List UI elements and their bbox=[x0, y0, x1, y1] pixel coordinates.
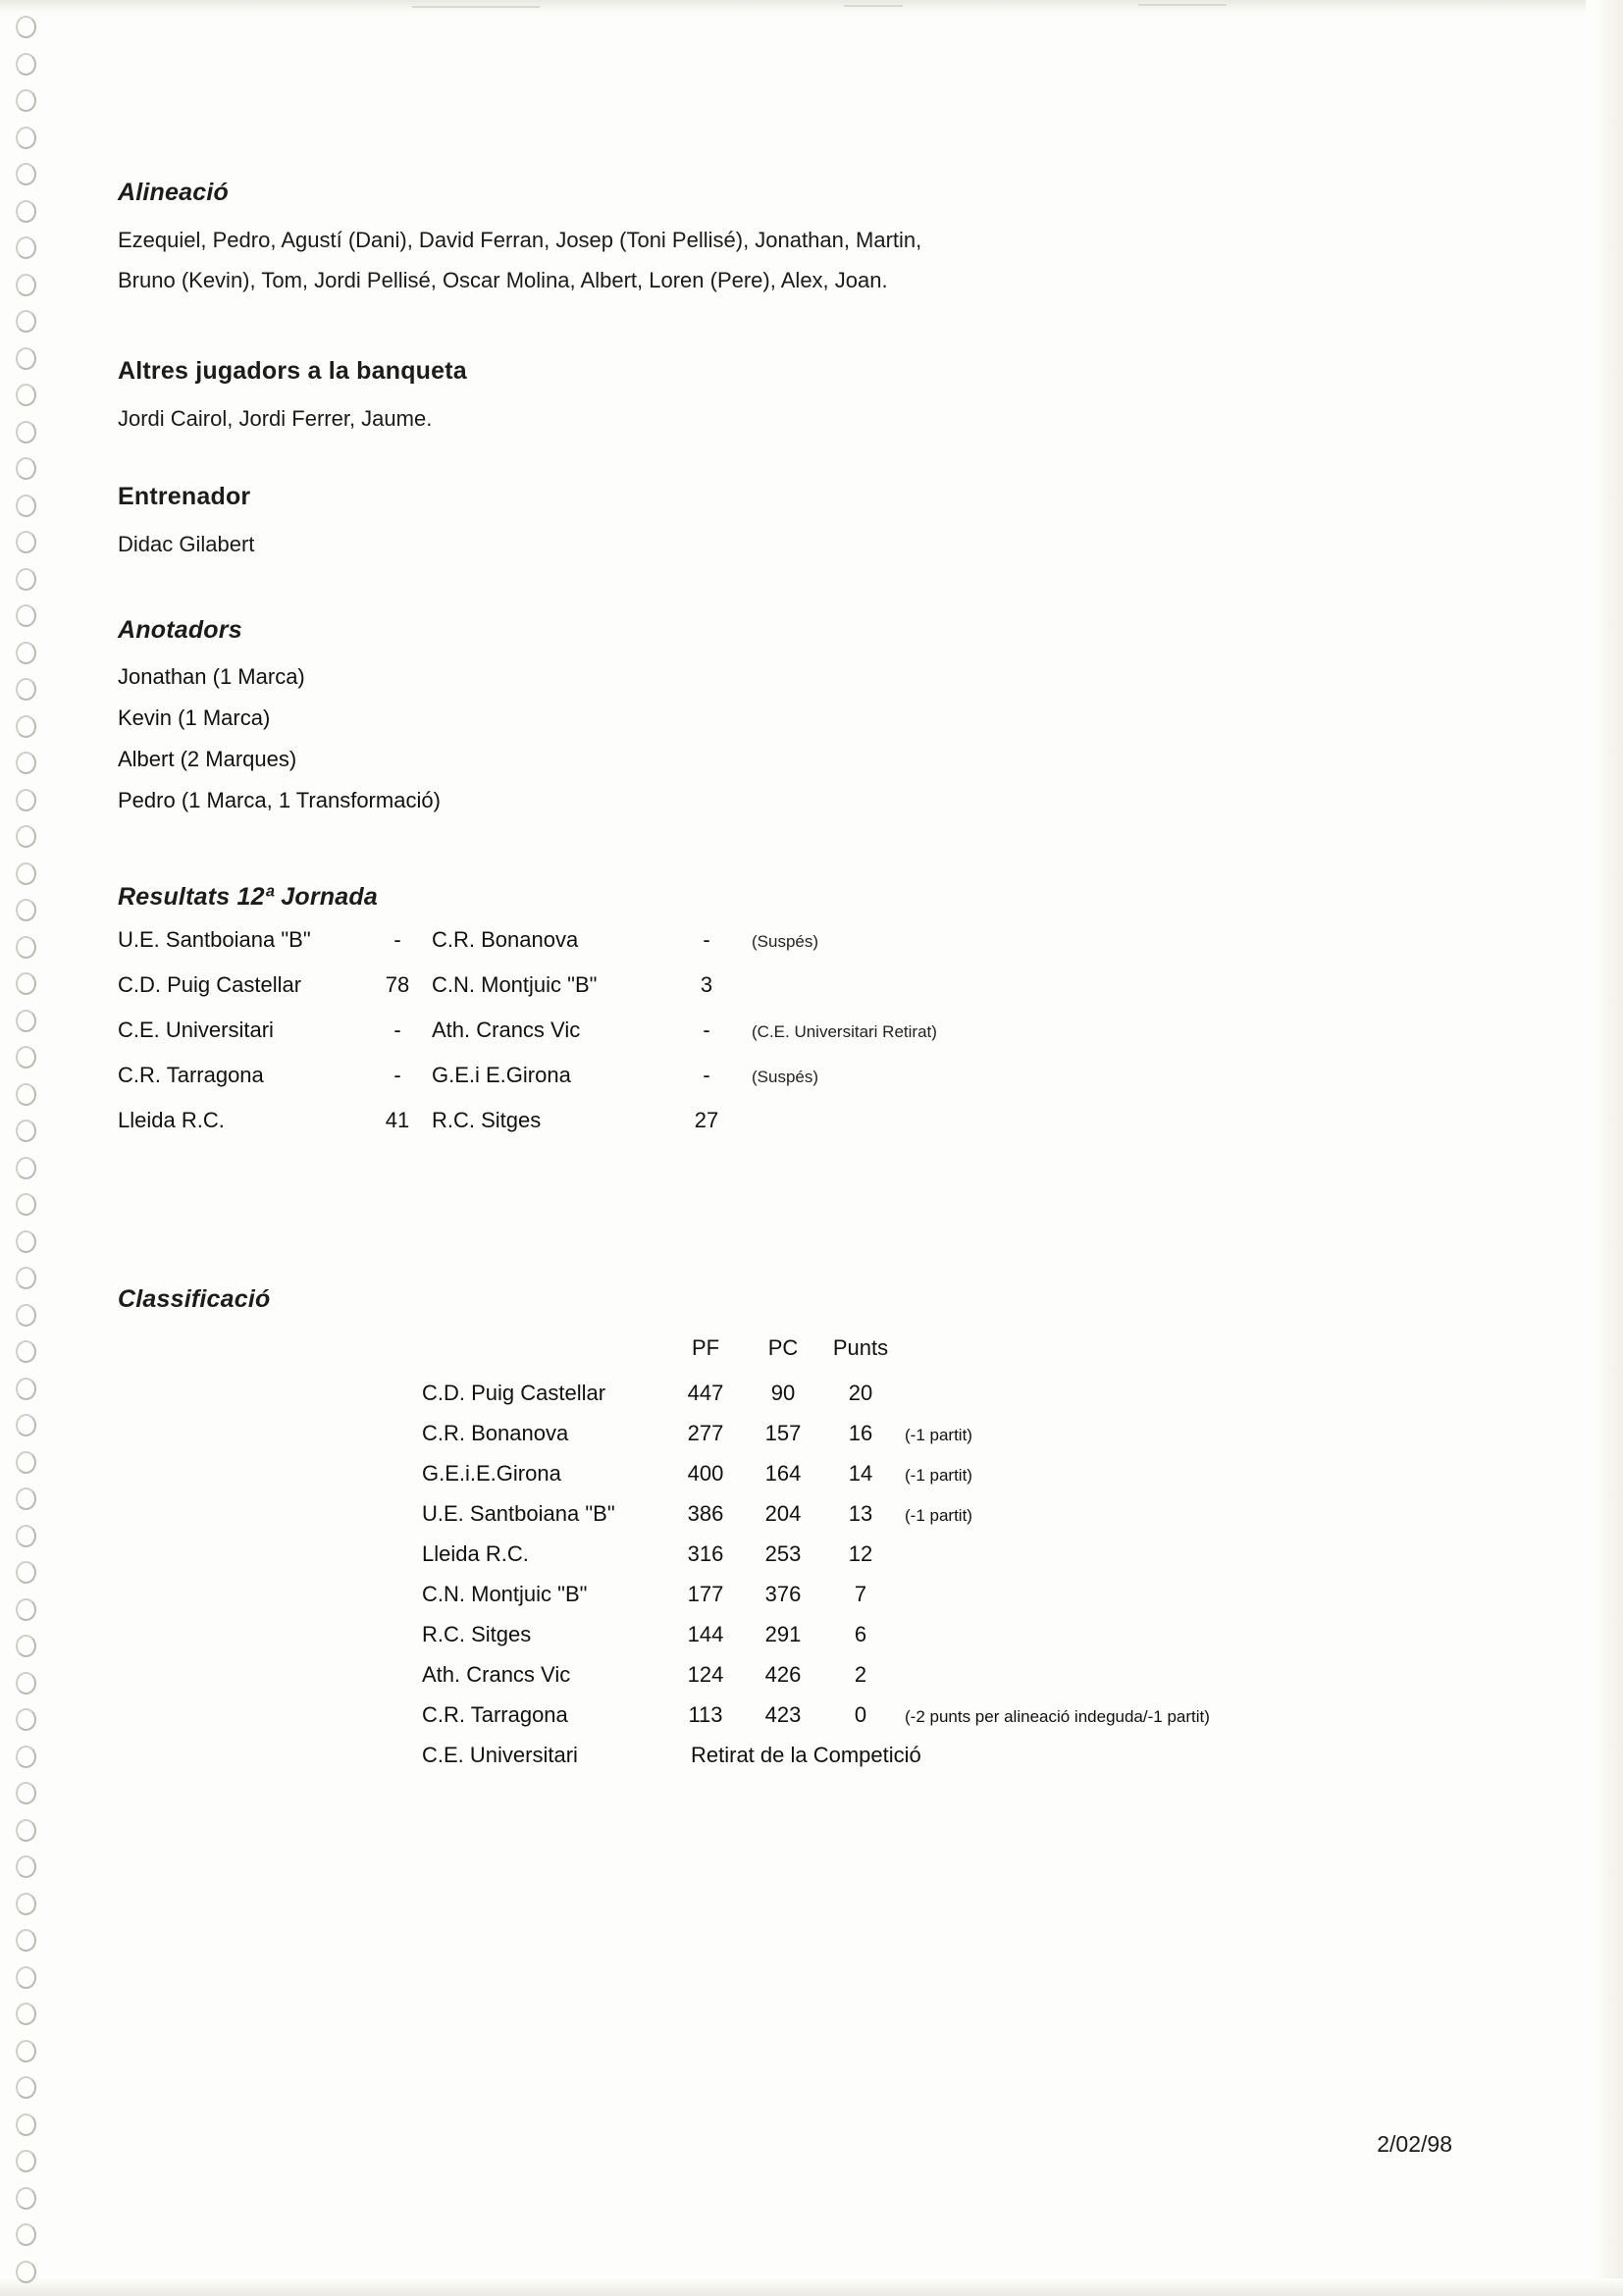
binding-hole bbox=[16, 2003, 36, 2025]
column-header-pf: PF bbox=[691, 1335, 720, 1360]
binding-hole bbox=[16, 1782, 36, 1804]
classificacio-heading: Classificació bbox=[118, 1285, 271, 1313]
binding-hole bbox=[16, 1598, 36, 1621]
binding-hole bbox=[16, 310, 36, 333]
standings-pc: 157 bbox=[764, 1421, 802, 1445]
binding-hole bbox=[16, 972, 36, 995]
standings-team: C.N. Montjuic "B" bbox=[422, 1582, 588, 1606]
entrenador-name: Didac Gilabert bbox=[118, 532, 255, 556]
binding-hole bbox=[16, 862, 36, 885]
binding-hole bbox=[16, 2150, 36, 2172]
table-row bbox=[422, 1662, 1492, 1702]
list-item: Albert (2 Marques) bbox=[118, 747, 297, 771]
binding-hole bbox=[16, 1525, 36, 1547]
binding-hole bbox=[16, 495, 36, 517]
standings-punts: 7 bbox=[854, 1582, 867, 1606]
anotadors-heading: Anotadors bbox=[118, 616, 242, 644]
entrenador-heading: Entrenador bbox=[118, 483, 251, 510]
result-home-team: C.R. Tarragona bbox=[118, 1063, 264, 1087]
binding-hole bbox=[16, 1746, 36, 1768]
standings-team: Lleida R.C. bbox=[422, 1541, 529, 1566]
standings-team: Ath. Crancs Vic bbox=[422, 1662, 571, 1687]
result-home-team: C.D. Puig Castellar bbox=[118, 972, 302, 997]
binding-hole bbox=[16, 1708, 36, 1731]
standings-pf: 124 bbox=[687, 1662, 724, 1687]
result-away-team: Ath. Crancs Vic bbox=[432, 1018, 581, 1042]
standings-pc: 253 bbox=[764, 1541, 802, 1566]
standings-punts: 0 bbox=[854, 1702, 867, 1727]
table-row bbox=[422, 1622, 1492, 1662]
standings-pf: 177 bbox=[687, 1582, 724, 1606]
alineacio-players bbox=[118, 225, 1276, 295]
table-row bbox=[118, 1108, 1393, 1153]
standings-punts: 12 bbox=[848, 1541, 873, 1566]
standings-team: C.R. Tarragona bbox=[422, 1702, 568, 1727]
binding-hole bbox=[16, 1487, 36, 1510]
standings-pc: 423 bbox=[764, 1702, 802, 1727]
binding-hole bbox=[16, 421, 36, 444]
binding-hole bbox=[16, 715, 36, 738]
binding-hole bbox=[16, 2113, 36, 2136]
table-row bbox=[422, 1381, 1492, 1421]
binding-hole bbox=[16, 2223, 36, 2246]
binding-hole bbox=[16, 1010, 36, 1032]
result-home-score: 78 bbox=[385, 972, 410, 997]
binding-hole bbox=[16, 200, 36, 223]
standings-team: C.R. Bonanova bbox=[422, 1421, 569, 1445]
table-row bbox=[422, 1421, 1492, 1461]
binding-hole bbox=[16, 1193, 36, 1216]
standings-team: C.D. Puig Castellar bbox=[422, 1381, 606, 1405]
binding-hole bbox=[16, 1304, 36, 1327]
binding-hole bbox=[16, 936, 36, 959]
binding-hole bbox=[16, 1230, 36, 1253]
standings-retired-status: Retirat de la Competició bbox=[691, 1743, 921, 1767]
binding-hole bbox=[16, 384, 36, 406]
standings-pc: 376 bbox=[764, 1582, 802, 1606]
binding-hole bbox=[16, 274, 36, 296]
scan-right-edge bbox=[1586, 0, 1623, 2296]
binding-hole bbox=[16, 16, 36, 38]
binding-hole bbox=[16, 1635, 36, 1657]
list-item: Pedro (1 Marca, 1 Transformació) bbox=[118, 788, 441, 812]
binding-hole bbox=[16, 2261, 36, 2283]
standings-punts: 14 bbox=[848, 1461, 873, 1486]
standings-table bbox=[422, 1335, 1492, 1783]
binding-hole bbox=[16, 457, 36, 480]
binding-hole bbox=[16, 1451, 36, 1474]
standings-pc: 204 bbox=[764, 1501, 802, 1526]
binding-hole bbox=[16, 604, 36, 627]
result-home-score: - bbox=[393, 1018, 401, 1042]
resultats-heading: Resultats 12ª Jornada bbox=[118, 883, 378, 911]
standings-note: (-2 punts per alineació indeguda/-1 partit) bbox=[905, 1707, 1210, 1726]
result-away-score: 3 bbox=[700, 972, 713, 997]
standings-note: (-1 partit) bbox=[905, 1466, 972, 1485]
binding-hole bbox=[16, 825, 36, 848]
binding-hole bbox=[16, 531, 36, 553]
binding-hole bbox=[16, 752, 36, 774]
standings-team: G.E.i.E.Girona bbox=[422, 1461, 561, 1486]
result-note: (Suspés) bbox=[752, 932, 819, 951]
standings-note: (-1 partit) bbox=[905, 1506, 972, 1525]
binding-hole bbox=[16, 347, 36, 370]
binding-hole bbox=[16, 1378, 36, 1400]
table-row bbox=[422, 1501, 1492, 1541]
binding-hole bbox=[16, 789, 36, 811]
standings-team: U.E. Santboiana "B" bbox=[422, 1501, 615, 1526]
binding-hole bbox=[16, 2187, 36, 2210]
binding-hole bbox=[16, 2040, 36, 2062]
document-content bbox=[118, 0, 1511, 2296]
binding-hole bbox=[16, 1561, 36, 1584]
standings-punts: 6 bbox=[854, 1622, 867, 1646]
standings-punts: 13 bbox=[848, 1501, 873, 1526]
binding-hole bbox=[16, 2076, 36, 2099]
result-home-team: U.E. Santboiana "B" bbox=[118, 927, 311, 952]
table-row bbox=[422, 1461, 1492, 1501]
binding-hole bbox=[16, 1893, 36, 1915]
result-away-team: C.R. Bonanova bbox=[432, 927, 579, 952]
standings-pc: 291 bbox=[764, 1622, 802, 1646]
section-banqueta bbox=[118, 357, 1276, 434]
binding-hole bbox=[16, 1855, 36, 1878]
result-away-score: 27 bbox=[694, 1108, 719, 1132]
alineacio-line-2: Bruno (Kevin), Tom, Jordi Pellisé, Oscar Molina, Albert, Loren (Pere), Alex, Joan. bbox=[118, 268, 888, 293]
list-item: Jonathan (1 Marca) bbox=[118, 664, 305, 689]
binding-hole bbox=[16, 127, 36, 149]
result-away-team: R.C. Sitges bbox=[432, 1108, 542, 1132]
list-item: Kevin (1 Marca) bbox=[118, 705, 271, 730]
table-row-retired bbox=[422, 1743, 1492, 1783]
document-date: 2/02/98 bbox=[1377, 2131, 1452, 2157]
binding-hole bbox=[16, 1120, 36, 1142]
table-row bbox=[118, 1063, 1393, 1108]
result-note: (C.E. Universitari Retirat) bbox=[752, 1022, 937, 1041]
result-note: (Suspés) bbox=[752, 1068, 819, 1086]
banqueta-heading: Altres jugadors a la banqueta bbox=[118, 357, 467, 385]
result-home-team: Lleida R.C. bbox=[118, 1108, 225, 1132]
binding-hole bbox=[16, 678, 36, 701]
section-anotadors bbox=[118, 616, 1276, 813]
binding-hole bbox=[16, 1929, 36, 1952]
binding-hole bbox=[16, 1046, 36, 1069]
standings-note: (-1 partit) bbox=[905, 1426, 972, 1444]
standings-pf: 316 bbox=[687, 1541, 724, 1566]
spiral-binding-holes bbox=[10, 0, 49, 2296]
table-row bbox=[422, 1702, 1492, 1743]
standings-punts: 20 bbox=[848, 1381, 873, 1405]
standings-team: C.E. Universitari bbox=[422, 1743, 578, 1767]
result-away-score: - bbox=[703, 927, 710, 952]
result-away-score: - bbox=[703, 1018, 710, 1042]
binding-hole bbox=[16, 1157, 36, 1179]
binding-hole bbox=[16, 1083, 36, 1106]
standings-pc: 164 bbox=[764, 1461, 802, 1486]
binding-hole bbox=[16, 1414, 36, 1436]
table-row bbox=[118, 972, 1393, 1018]
binding-hole bbox=[16, 568, 36, 591]
alineacio-line-1: Ezequiel, Pedro, Agustí (Dani), David Ferran, Josep (Toni Pellisé), Jonathan, Martin, bbox=[118, 228, 922, 252]
result-home-score: 41 bbox=[385, 1108, 410, 1132]
standings-punts: 16 bbox=[848, 1421, 873, 1445]
section-alineacio bbox=[118, 179, 1276, 295]
binding-hole bbox=[16, 1672, 36, 1695]
standings-pf: 386 bbox=[687, 1501, 724, 1526]
binding-hole bbox=[16, 163, 36, 185]
standings-pf: 447 bbox=[687, 1381, 724, 1405]
results-table bbox=[118, 927, 1393, 1153]
column-header-pc: PC bbox=[767, 1335, 799, 1360]
table-row bbox=[422, 1582, 1492, 1622]
standings-team: R.C. Sitges bbox=[422, 1622, 532, 1646]
binding-hole bbox=[16, 1267, 36, 1289]
binding-hole bbox=[16, 1819, 36, 1842]
standings-pc: 90 bbox=[770, 1381, 796, 1405]
result-home-score: - bbox=[393, 1063, 401, 1087]
standings-punts: 2 bbox=[854, 1662, 867, 1687]
standings-pc: 426 bbox=[764, 1662, 802, 1687]
standings-pf: 113 bbox=[688, 1702, 723, 1727]
binding-hole bbox=[16, 53, 36, 76]
result-home-team: C.E. Universitari bbox=[118, 1018, 274, 1042]
result-home-score: - bbox=[393, 927, 401, 952]
section-entrenador bbox=[118, 483, 1276, 559]
section-classificacio bbox=[118, 1285, 1492, 1783]
section-resultats bbox=[118, 883, 1393, 1153]
result-away-team: C.N. Montjuic "B" bbox=[432, 972, 598, 997]
result-away-score: - bbox=[703, 1063, 710, 1087]
standings-header-row bbox=[422, 1335, 1492, 1381]
table-row bbox=[118, 1018, 1393, 1063]
standings-pf: 144 bbox=[687, 1622, 724, 1646]
banqueta-players: Jordi Cairol, Jordi Ferrer, Jaume. bbox=[118, 406, 433, 431]
standings-pf: 400 bbox=[687, 1461, 724, 1486]
standings-pf: 277 bbox=[687, 1421, 724, 1445]
binding-hole bbox=[16, 899, 36, 921]
binding-hole bbox=[16, 1340, 36, 1363]
binding-hole bbox=[16, 236, 36, 259]
column-header-punts: Punts bbox=[832, 1335, 889, 1360]
binding-hole bbox=[16, 1966, 36, 1989]
alineacio-heading: Alineació bbox=[118, 179, 229, 206]
binding-hole bbox=[16, 642, 36, 664]
table-row bbox=[422, 1541, 1492, 1582]
binding-hole bbox=[16, 89, 36, 112]
result-away-team: G.E.i E.Girona bbox=[432, 1063, 571, 1087]
table-row bbox=[118, 927, 1393, 972]
